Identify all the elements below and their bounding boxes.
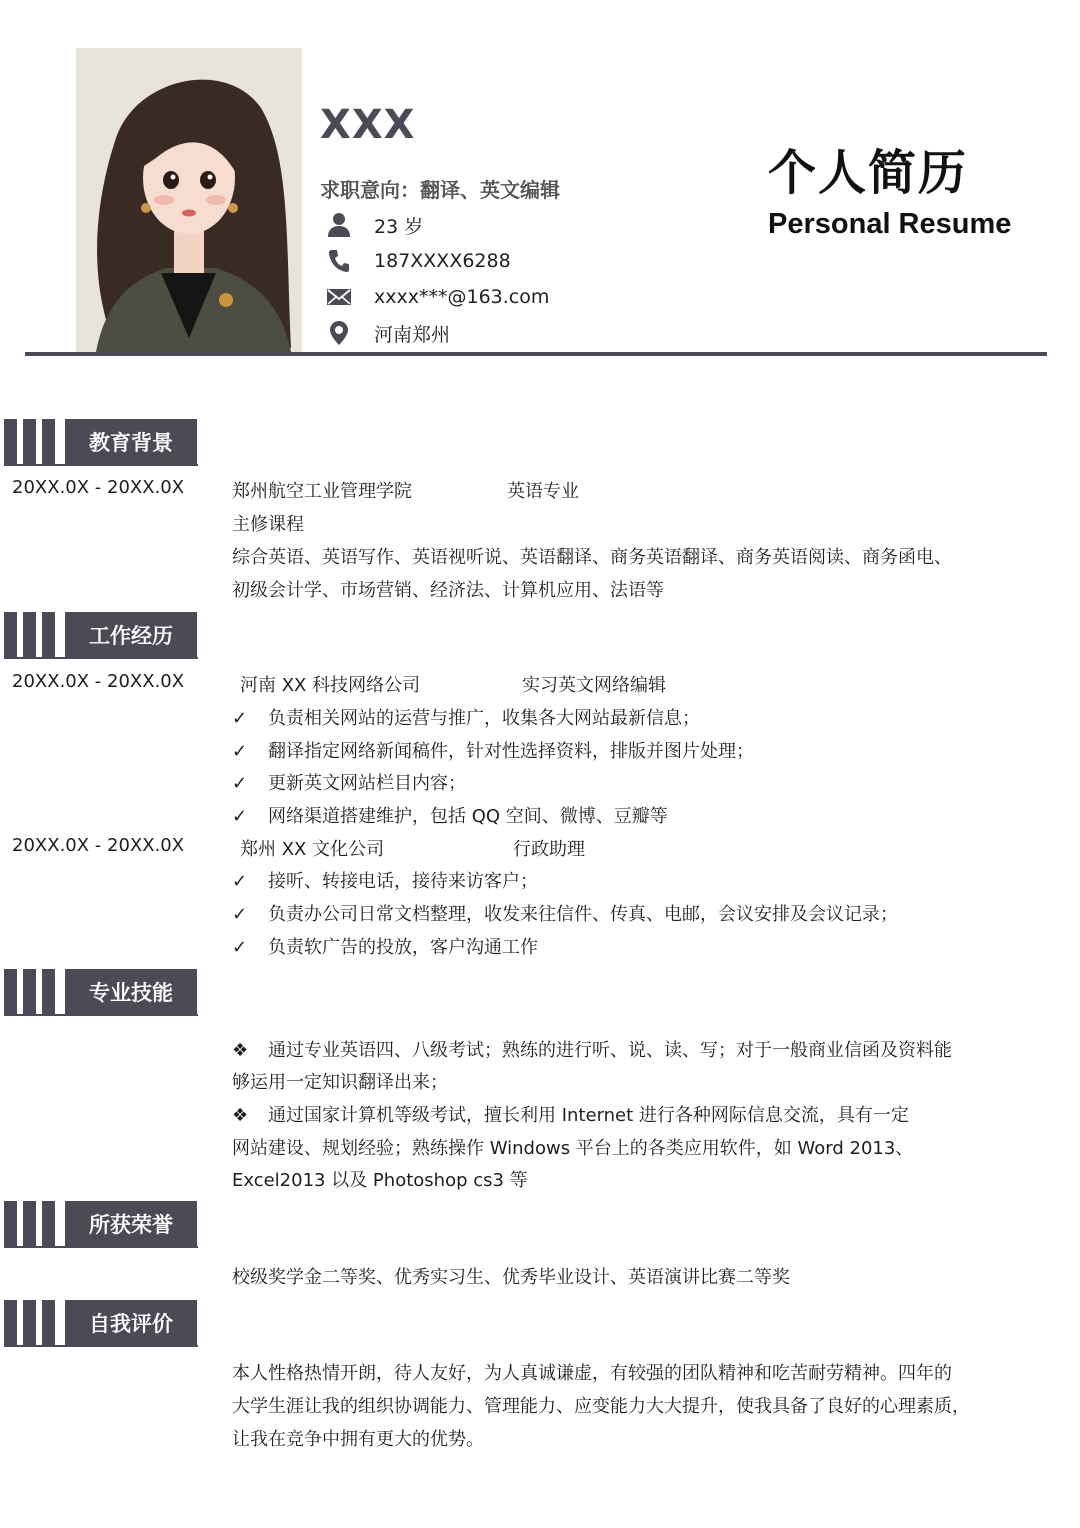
bullet-icon: ❖ [232, 1040, 249, 1061]
location-text: 河南郑州 [374, 323, 451, 346]
edu-courses-line: 初级会计学、市场营销、经济法、计算机应用、法语等 [232, 580, 664, 601]
job-duty: ✓ 接听、转接电话，接待来访客户； [232, 871, 538, 892]
section-underline [4, 464, 198, 466]
skill-line: 网站建设、规划经验；熟练操作 Windows 平台上的各类应用软件，如 Word 2013、 [232, 1138, 914, 1159]
section-title: 所获荣誉 [65, 1201, 197, 1247]
stripe [4, 419, 17, 465]
section-header-honors [4, 1201, 197, 1247]
section-title: 自我评价 [65, 1300, 197, 1346]
mail-icon [324, 282, 354, 312]
stripe [42, 419, 55, 465]
stripe [42, 612, 55, 658]
location-icon [324, 318, 354, 348]
age-text: 23 岁 [374, 215, 424, 238]
check-icon: ✓ [232, 741, 248, 762]
job-intent: 求职意向：翻译、英文编辑 [320, 178, 560, 202]
stripe [4, 612, 17, 658]
avatar-illustration [76, 48, 302, 352]
check-icon: ✓ [232, 708, 248, 729]
check-icon: ✓ [232, 904, 248, 925]
section-title: 专业技能 [65, 969, 197, 1015]
info-phone [324, 246, 511, 276]
job-duty: ✓ 负责相关网站的运营与推广，收集各大网站最新信息； [232, 708, 700, 729]
section-underline [4, 1014, 198, 1016]
info-age [324, 210, 423, 240]
job-date: 20XX.0X - 20XX.0X [12, 835, 185, 856]
title-english: Personal Resume [768, 208, 1012, 240]
bullet-icon: ❖ [232, 1105, 249, 1126]
skill-line: ❖ 通过专业英语四、八级考试；熟练的进行听、说、读、写；对于一般商业信函及资料能 [232, 1040, 952, 1061]
person-icon [324, 210, 354, 240]
section-header-work [4, 612, 197, 658]
title-chinese: 个人简历 [768, 145, 969, 201]
job-duty: ✓ 负责办公司日常文档整理，收发来往信件、传真、电邮，会议安排及会议记录； [232, 904, 898, 925]
profile-photo [76, 48, 302, 352]
phone-text: 187XXXX6288 [374, 250, 511, 272]
job-role: 行政助理 [513, 839, 585, 860]
skill-line: 够运用一定知识翻译出来； [232, 1072, 448, 1093]
stripe [4, 1300, 17, 1346]
job-company: 河南 XX 科技网络公司 [240, 675, 421, 696]
check-icon: ✓ [232, 806, 248, 827]
job-duty: ✓ 更新英文网站栏目内容； [232, 773, 466, 794]
stripe [23, 969, 36, 1015]
section-header-education [4, 419, 197, 465]
job-company: 郑州 XX 文化公司 [240, 839, 385, 860]
stripe [23, 1300, 36, 1346]
section-underline [4, 1246, 198, 1248]
edu-courses-label: 主修课程 [232, 514, 304, 535]
candidate-name: XXX [320, 102, 416, 148]
stripe [23, 612, 36, 658]
stripe [4, 969, 17, 1015]
section-title: 工作经历 [65, 612, 197, 658]
phone-icon [324, 246, 354, 276]
check-icon: ✓ [232, 937, 248, 958]
check-icon: ✓ [232, 773, 248, 794]
edu-school: 郑州航空工业管理学院 [232, 481, 412, 502]
stripe [23, 419, 36, 465]
edu-courses-line: 综合英语、英语写作、英语视听说、英语翻译、商务英语翻译、商务英语阅读、商务函电、 [232, 547, 952, 568]
job-role: 实习英文网络编辑 [522, 675, 666, 696]
section-header-skills [4, 969, 197, 1015]
edu-major: 英语专业 [507, 481, 579, 502]
edu-date: 20XX.0X - 20XX.0X [12, 477, 185, 498]
skill-line: Excel2013 以及 Photoshop cs3 等 [232, 1170, 528, 1191]
skill-line: ❖ 通过国家计算机等级考试，擅长利用 Internet 进行各种网际信息交流，具有一定 [232, 1105, 909, 1126]
check-icon: ✓ [232, 871, 248, 892]
stripe [23, 1201, 36, 1247]
info-email [324, 282, 549, 312]
job-date: 20XX.0X - 20XX.0X [12, 671, 185, 692]
job-duty: ✓ 负责软广告的投放，客户沟通工作 [232, 937, 538, 958]
job-duty: ✓ 翻译指定网络新闻稿件，针对性选择资料，排版并图片处理； [232, 741, 754, 762]
honors-text: 校级奖学金二等奖、优秀实习生、优秀毕业设计、英语演讲比赛二等奖 [232, 1267, 790, 1288]
section-underline [4, 657, 198, 659]
header-divider [25, 352, 1047, 356]
info-location [324, 318, 450, 348]
self-eval-line: 让我在竞争中拥有更大的优势。 [232, 1429, 484, 1450]
self-eval-line: 本人性格热情开朗，待人友好，为人真诚谦虚，有较强的团队精神和吃苦耐劳精神。四年的 [232, 1363, 952, 1384]
job-duty: ✓ 网络渠道搭建维护，包括 QQ 空间、微博、豆瓣等 [232, 806, 668, 827]
stripe [42, 1201, 55, 1247]
email-text: xxxx***@163.com [374, 286, 550, 308]
section-header-self [4, 1300, 197, 1346]
section-title: 教育背景 [65, 419, 197, 465]
stripe [42, 969, 55, 1015]
self-eval-line: 大学生涯让我的组织协调能力、管理能力、应变能力大大提升，使我具备了良好的心理素质， [232, 1396, 970, 1417]
stripe [4, 1201, 17, 1247]
section-underline [4, 1345, 198, 1347]
stripe [42, 1300, 55, 1346]
